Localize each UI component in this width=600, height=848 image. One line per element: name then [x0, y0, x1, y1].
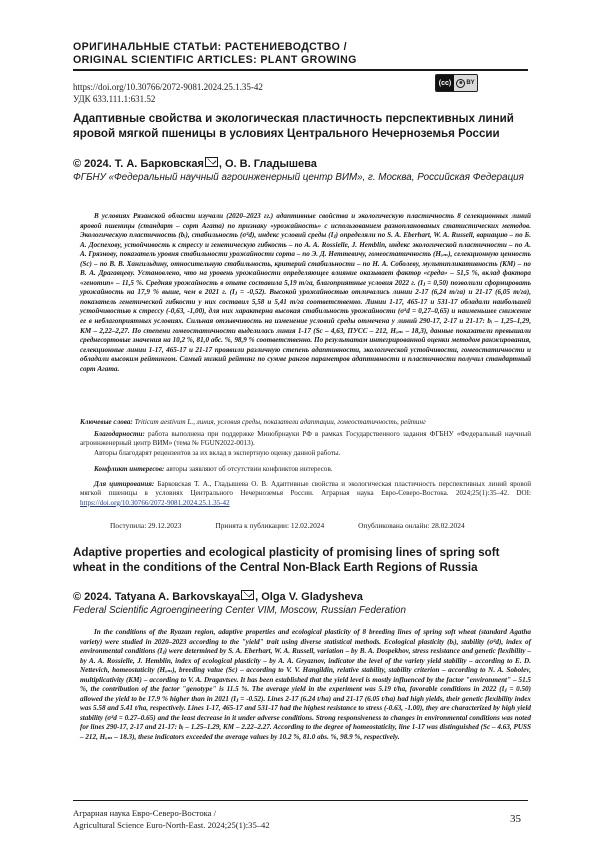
ack-text-2: Авторы благодарят рецензентов за их вклад в экспертную оценку данной работы. — [94, 448, 341, 457]
section-header-ru: ОРИГИНАЛЬНЫЕ СТАТЬИ: РАСТЕНИЕВОДСТВО / — [73, 41, 347, 53]
cc-by-label: BY — [466, 80, 475, 86]
article-title-ru: Адаптивные свойства и экологическая пластичность перспективных линий яровой мягкой пшеницы в условиях Центрального Нечерноземья России — [73, 112, 514, 140]
udc-code: УДК 633.111.1:631.52 — [73, 94, 156, 104]
page-number: 35 — [510, 813, 521, 825]
cite-label: Для цитирования: — [94, 480, 155, 488]
received-date: Поступила: 29.12.2023 — [110, 521, 182, 530]
footer-divider — [73, 800, 528, 801]
journal-name-en: Agricultural Science Euro-North-East. 2024;25(1):35–42 — [73, 819, 270, 830]
author-2-en: , Olga V. Gladysheva — [255, 591, 363, 603]
email-icon-en[interactable] — [241, 590, 254, 600]
author-2-ru: , О. В. Гладышева — [218, 158, 317, 170]
author-1-en: © 2024. Tatyana A. Barkovskaya — [73, 591, 241, 603]
journal-name-ru: Аграрная наука Евро-Северо-Востока / — [73, 808, 217, 818]
author-1-ru: © 2024. Т. А. Барковская — [73, 158, 204, 170]
email-icon[interactable] — [205, 157, 218, 167]
cite-text: Барковская Т. А., Гладышева О. В. Адаптивные свойства и экологическая пластичность перспективных линий яровой мягкой пшеницы в условиях Центрального Нечерноземья России. Аграрная наука Евро-Северо-Востока. 2024;25(1):35–42. DOI: — [80, 480, 531, 498]
ack-text: работа выполнена при поддержке Минобрнауки РФ в рамках Государственного задания ФГБНУ «Федеральный научный агроинженерный центр ВИМ» (тема № FGUN2022-0013). — [80, 430, 531, 448]
header-divider — [73, 69, 528, 71]
journal-footer — [73, 808, 533, 831]
article-title-en: Adaptive properties and ecological plasticity of promising lines of spring soft wheat in the conditions of the Central Non-Black Earth Regions of Russia — [73, 546, 500, 574]
conflict-label: Конфликт интересов: — [94, 465, 165, 473]
accepted-date: Принята к публикации: 12.02.2024 — [215, 521, 325, 530]
authors-en — [73, 590, 533, 604]
conflict-text: авторы заявляют об отсутствии конфликтов интересов. — [164, 465, 333, 473]
section-header-en: ORIGINAL SCIENTIFIC ARTICLES: PLANT GROWING — [73, 54, 357, 66]
keywords-label: Ключевые слова: — [80, 418, 133, 426]
abstract-ru-text: В условиях Рязанской области изучали (2020–2023 гг.) адаптивные свойства и экологическую пластичность 8 селекционных линий яровой пшеницы (стандарт – сорт Агата) по признаку «урожайность» с использованием разнопланованых статистических методов. Экологическую пластичность (bᵢ), стабильность (σ²d), индекс условий среды (Iⱼ) определяли по S. A. Eberhart, W. A. Russell, вариацию – по Б. А. Доспехову, устойчивость к стрессу и генетическую гибкость – по A. A. Rossielle, J. Hemblin, индекс экологической пластичности – по А. А. Грязнову, показатель уровня стабильности урожайности сорта – по Э. Д. Неттевичу, гомеостатичность (Hₒₘ), селекционную ценность (Sc) – по В. В. Хангильдину, относительную стабильность, критерий стабильности – по Н. А. Соболеву, мультипликативность (КМ) – по В. А. Драгавцеву. Установлено, что на уровень урожайности определяющее влияние оказывает фактор «среда» – 51,5 %, вклад фактора «генотип» – 11,5 %. Средняя урожайность в опыте составила 5,19 т/га, благоприятные условия 2022 г. (Iⱼ = 0,50) позволили сформировать урожайность на 17,9 % выше, чем в 2021 г. (Iⱼ = -0,52). Высокой урожайностью отличались линии 2-17 (6,24 т/га) и 21-17 (6,05 т/га), показатель генетической гибкости у них составил 5,58 и 5,41 т/га соответственно. Линии 1-17, 465-17 и 531-17 обладали наибольшей устойчивостью к стрессу (-0,63, -1,00), для них характерна высокая стабильность урожайности (σ²d = 0,27–0,65) и наименьшее снижение ее в неблагоприятных условиях. Сильная отзывчивость на изменение условий среды отмечена у линий 290-17, 2-17 и 21-17: bᵢ – 1,25–1,29, КМ – 2,22–2,27. По степени гомеостатичности выделилась линия 1-17 (Sc – 4,63, ПУСС – 212, Hₒₘ – 18,3), данные показатели превышали среднесортовые значения на 10,2 %, 81,0 абс. %, 98,9 % соответственно. По результатам интегрированной оценки методом ранжирования, селекционные линии 1-17, 465-17 и 21-17 проявили различную степень адаптивности, экологической устойчивости, гомеостатичности и обладали высоким рейтингом. Самый низкий рейтинг по сумме рангов параметров адаптивности и пластичности получил стандартный сорт Агата. — [80, 212, 531, 373]
published-date: Опубликована онлайн: 28.02.2024 — [358, 521, 465, 530]
abstract-en-text: In the conditions of the Ryazan region, adaptive properties and ecological plasticity of 8 breeding lines of spring soft wheat (standard Agatha variety) were studied in 2020–2023 according to the "yield" trait using diverse statistical methods. Ecological plasticity (bᵢ), stability (σ²d), index of environmental conditions (Iⱼ) were determined by S. A. Eberhart, W. A. Russell, variation – by B. A. Dospekhov, stress resistance and genetic flexibility – by A. A. Rossielle, J. Hemblin, index of ecological plasticity – by A. A. Gryaznov, indicator the level of the variety yield stability – according to E. D. Nettevich, homeostaticity (Hₒₘ), breeding value (Sc) – according to V. V. Hangildin, relative stability, stability criterion – according to N. A. Sobolev, multiplicativity (KM) – according to V. A. Dragavtsev. It has been established that the yield level is mostly influenced by the factor "environment" – 51.5 %, the contribution of the factor "genotype" is 11.5 %. The average yield in the experiment was 5.19 t/ha, favorable conditions in 2022 (Iⱼ = 0.50) allowed the yield to be 17.9 % higher than in 2021 (Iⱼ = -0.52). Lines 2-17 (6.24 t/ha) and 21-17 (6.05 t/ha) had high yields, their genetic flexibility index was 5.58 and 5.41 t/ha, respectively. Lines 1-17, 465-17 and 531-17 had the highest resistance to stress (-0.63, -1.00), they are characterized by high yield stability (σ²d = 0.27–0.65) and the least decrease in it under adverse conditions. Strong responsiveness to changes in environmental conditions was noted for lines 290-17, 2-17 and 21-17: bᵢ – 1.25–1.29, KM – 2.22–2.27. According to the degree of homeostaticity, line 1-17 was distinguished (Sc – 4.63, PUSS – 212, Hₒₘ – 18.3), these indicators exceeded the average values by 10.2 %, 81.0 abs. %, 98.9 %, respectively. — [80, 628, 531, 742]
publication-dates — [110, 521, 530, 531]
abstract-ru — [80, 212, 531, 374]
keywords-ru — [80, 418, 531, 427]
section-header — [73, 41, 533, 67]
conflict-of-interest — [80, 465, 531, 474]
article-meta — [73, 81, 263, 105]
ack-label: Благодарности: — [94, 430, 145, 438]
cc-logo: (cc) — [436, 75, 454, 91]
cc-license-badge[interactable] — [435, 74, 478, 92]
affiliation-ru: ФГБНУ «Федеральный научный агроинженерный центр ВИМ», г. Москва, Российская Федерация — [73, 172, 524, 183]
citation — [80, 480, 531, 508]
authors-ru — [73, 157, 533, 171]
keywords-species: Triticum aestivum — [134, 418, 186, 426]
keywords-text: L., линия, условия среды, показатели адаптации, гомеостатичность, рейтинг — [185, 418, 426, 426]
abstract-en — [80, 628, 531, 743]
affiliation-en: Federal Scientific Agroengineering Center VIM, Moscow, Russian Federation — [73, 605, 406, 616]
doi-link[interactable]: https://doi.org/10.30766/2072-9081.2024.25.1.35-42 — [73, 82, 263, 92]
person-icon: ☻ — [458, 80, 464, 86]
cite-doi-link[interactable]: https://doi.org/10.30766/2072-9081.2024.25.1.35-42 — [80, 498, 230, 507]
acknowledgements — [80, 430, 531, 458]
